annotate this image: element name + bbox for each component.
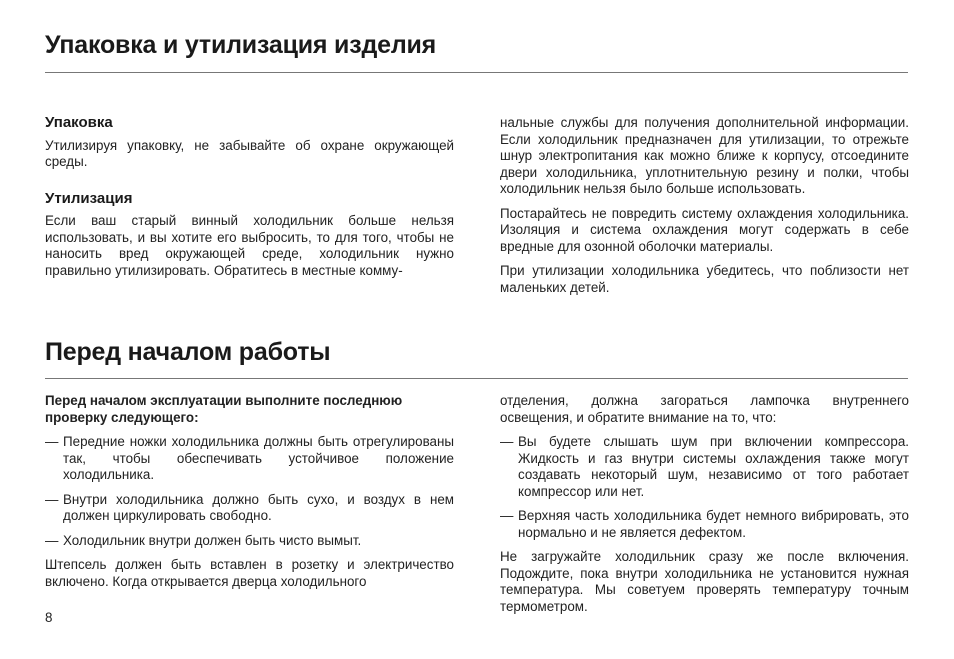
page-number: 8	[45, 610, 53, 625]
dash-marker: —	[500, 508, 514, 523]
note-item	[500, 508, 909, 541]
dash-marker: —	[45, 434, 59, 449]
disposal-text: Если ваш старый винный холодильник больше нельзя использовать, и вы хотите его выбросить, то для того, чтобы не наносить вред окружающей среде, холодильник нужно правильно утилизировать. Обратитесь в местные комму-	[45, 213, 454, 278]
checklist-item	[45, 533, 454, 550]
checklist-item	[45, 434, 454, 484]
section-divider	[45, 72, 908, 73]
section-divider	[45, 378, 908, 379]
dash-marker: —	[45, 491, 59, 507]
checklist-lead: Перед началом эксплуатации выполните последнюю проверку следующего:	[45, 393, 403, 425]
checklist-item-text: Передние ножки холодильника должны быть отрегулированы так, чтобы обеспечивать устойчивое положение холодильника.	[63, 434, 454, 482]
checklist-item-text: Холодильник внутри должен быть чисто вымыт.	[63, 532, 362, 548]
section-title-packaging-disposal: Упаковка и утилизация изделия	[45, 31, 437, 59]
section1-right-column	[500, 115, 909, 304]
checklist-item	[45, 492, 454, 525]
section1-left-column	[45, 115, 454, 287]
disposal-text-continued: нальные службы для получения дополнительной информации. Если холодильник предназначен для утилизации, то отрежьте шнур электропитания как можно ближе к корпусу, отсоедините двери холодильника, уплотнительную резину и полки, чтобы холодильник нельзя было больше использовать.	[500, 115, 909, 196]
dash-marker: —	[45, 532, 59, 548]
note-item-text: Верхняя часть холодильника будет немного вибрировать, это нормально и не является дефектом.	[518, 508, 909, 540]
section2-left-column	[45, 393, 454, 598]
cooling-system-text: Постарайтесь не повредить систему охлаждения холодильника. Изоляция и система охлаждения могут содержать в себе вредные для озонной оболочки материалы.	[500, 205, 909, 254]
section2-right-column	[500, 393, 909, 623]
checklist-item-text: Внутри холодильника должно быть сухо, и воздух в нем должен циркулировать свободно.	[63, 491, 454, 523]
section-title-before-operation: Перед началом работы	[45, 338, 331, 366]
disposal-heading: Утилизация	[45, 189, 133, 207]
plug-text-continued: отделения, должна загораться лампочка внутреннего освещения, и обратите внимание на то, что:	[500, 393, 909, 425]
final-advice-text: Не загружайте холодильник сразу же после включения. Подождите, пока внутри холодильника не установится нужная температура. Мы советуем проверять температуру точным термометром.	[500, 549, 909, 614]
plug-text: Штепсель должен быть вставлен в розетку и электричество включено. Когда открывается дверца холодильного	[45, 557, 454, 589]
children-warning-text: При утилизации холодильника убедитесь, что поблизости нет маленьких детей.	[500, 263, 909, 295]
note-item-text: Вы будете слышать шум при включении компрессора. Жидкость и газ внутри системы охлаждения также могут создавать некоторый шум, независимо от того работает компрессор или нет.	[518, 434, 909, 499]
note-item	[500, 434, 909, 500]
packaging-text: Утилизируя упаковку, не забывайте об охране окружающей среды.	[45, 137, 454, 169]
dash-marker: —	[500, 434, 514, 449]
packaging-heading: Упаковка	[45, 114, 113, 131]
